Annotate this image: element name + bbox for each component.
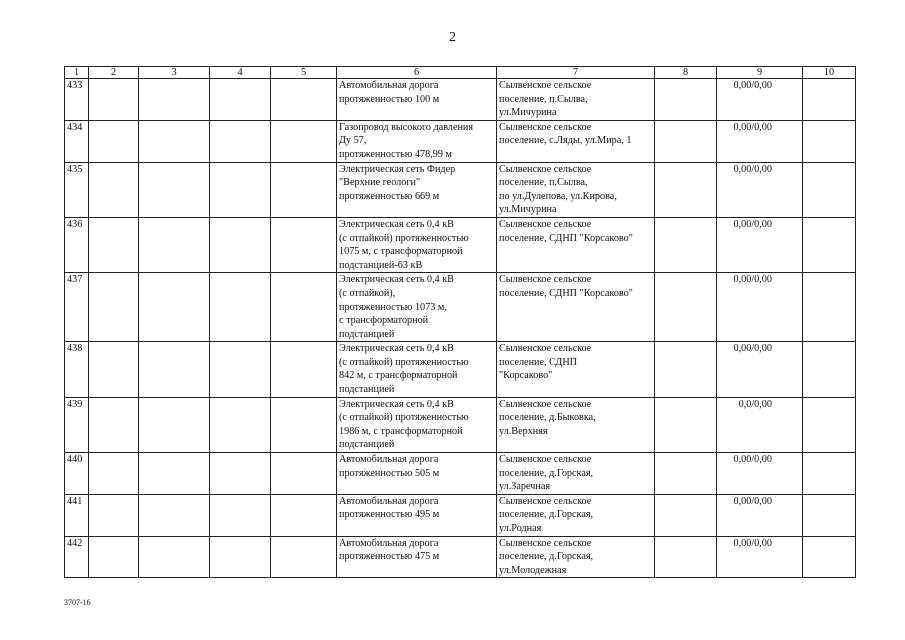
- value-cell: 0,00/0,00: [717, 120, 803, 162]
- column-10-cell: [803, 217, 856, 272]
- column-10-cell: [803, 494, 856, 536]
- column-2-cell: [89, 536, 139, 578]
- table-body: [65, 79, 856, 578]
- column-10-cell: [803, 273, 856, 342]
- column-8-cell: [655, 453, 717, 495]
- column-8-cell: [655, 120, 717, 162]
- object-address-cell: Сылвенское сельское поселение, СДНП "Корсаково": [497, 273, 655, 342]
- table-row: [65, 273, 856, 342]
- row-number-cell: 441: [65, 494, 89, 536]
- column-5-cell: [271, 453, 337, 495]
- column-2-cell: [89, 397, 139, 452]
- column-header-9: 9: [717, 67, 803, 79]
- object-description-cell: Автомобильная дорога протяженностью 505 м: [337, 453, 497, 495]
- column-8-cell: [655, 217, 717, 272]
- column-3-cell: [139, 120, 210, 162]
- column-3-cell: [139, 536, 210, 578]
- object-address-cell: Сылвенское сельское поселение, с.Ляды, ул.Мира, 1: [497, 120, 655, 162]
- row-number-cell: 442: [65, 536, 89, 578]
- column-5-cell: [271, 397, 337, 452]
- row-number-cell: 434: [65, 120, 89, 162]
- row-number-cell: 439: [65, 397, 89, 452]
- column-3-cell: [139, 342, 210, 397]
- value-cell: 0,00/0,00: [717, 494, 803, 536]
- table-row: [65, 162, 856, 217]
- column-5-cell: [271, 273, 337, 342]
- column-2-cell: [89, 342, 139, 397]
- column-4-cell: [210, 217, 271, 272]
- column-4-cell: [210, 536, 271, 578]
- column-header-7: 7: [497, 67, 655, 79]
- column-header-6: 6: [337, 67, 497, 79]
- column-3-cell: [139, 162, 210, 217]
- column-8-cell: [655, 494, 717, 536]
- column-header-10: 10: [803, 67, 856, 79]
- column-2-cell: [89, 120, 139, 162]
- object-description-cell: Электрическая сеть 0,4 кВ (с отпайкой) протяженностью 1986 м, с трансформаторной подстанцией: [337, 397, 497, 452]
- column-5-cell: [271, 494, 337, 536]
- property-table: [64, 66, 856, 578]
- column-header-5: 5: [271, 67, 337, 79]
- column-8-cell: [655, 273, 717, 342]
- object-address-cell: Сылвенское сельское поселение, СДНП "Корсаково": [497, 342, 655, 397]
- column-8-cell: [655, 79, 717, 121]
- column-header-8: 8: [655, 67, 717, 79]
- object-description-cell: Электрическая сеть 0,4 кВ (с отпайкой), протяженностью 1073 м, с трансформаторной подстанцией: [337, 273, 497, 342]
- object-address-cell: Сылвенское сельское поселение, д.Горская, ул.Родная: [497, 494, 655, 536]
- column-10-cell: [803, 120, 856, 162]
- column-header-2: 2: [89, 67, 139, 79]
- column-4-cell: [210, 120, 271, 162]
- row-number-cell: 433: [65, 79, 89, 121]
- column-header-3: 3: [139, 67, 210, 79]
- table-row: [65, 79, 856, 121]
- column-2-cell: [89, 453, 139, 495]
- table-row: [65, 397, 856, 452]
- column-2-cell: [89, 273, 139, 342]
- page-number: 2: [449, 30, 456, 45]
- column-5-cell: [271, 79, 337, 121]
- value-cell: 0,0/0,00: [717, 397, 803, 452]
- column-3-cell: [139, 273, 210, 342]
- value-cell: 0,00/0,00: [717, 79, 803, 121]
- column-5-cell: [271, 120, 337, 162]
- object-address-cell: Сылвенское сельское поселение, п.Сылва, по ул.Дулепова, ул.Кирова, ул.Мичурина: [497, 162, 655, 217]
- object-address-cell: Сылвенское сельское поселение, д.Быковка, ул.Верхняя: [497, 397, 655, 452]
- column-10-cell: [803, 536, 856, 578]
- header-row: [65, 67, 856, 79]
- table-row: [65, 342, 856, 397]
- object-description-cell: Газопровод высокого давления Ду 57, протяженностью 478,99 м: [337, 120, 497, 162]
- value-cell: 0,00/0,00: [717, 162, 803, 217]
- column-10-cell: [803, 397, 856, 452]
- object-description-cell: Электрическая сеть 0,4 кВ (с отпайкой) протяженностью 842 м, с трансформаторной подстанцией: [337, 342, 497, 397]
- column-4-cell: [210, 79, 271, 121]
- value-cell: 0,00/0,00: [717, 536, 803, 578]
- column-4-cell: [210, 453, 271, 495]
- column-2-cell: [89, 79, 139, 121]
- object-address-cell: Сылвенское сельское поселение, д.Горская, ул.Молодежная: [497, 536, 655, 578]
- column-2-cell: [89, 217, 139, 272]
- column-10-cell: [803, 453, 856, 495]
- column-4-cell: [210, 342, 271, 397]
- value-cell: 0,00/0,00: [717, 217, 803, 272]
- table-row: [65, 494, 856, 536]
- column-4-cell: [210, 397, 271, 452]
- column-3-cell: [139, 494, 210, 536]
- column-4-cell: [210, 494, 271, 536]
- table-row: [65, 453, 856, 495]
- column-2-cell: [89, 494, 139, 536]
- row-number-cell: 436: [65, 217, 89, 272]
- object-address-cell: Сылвенское сельское поселение, п.Сылва, ул.Мичурина: [497, 79, 655, 121]
- column-3-cell: [139, 79, 210, 121]
- object-description-cell: Автомобильная дорога протяженностью 475 м: [337, 536, 497, 578]
- row-number-cell: 438: [65, 342, 89, 397]
- column-5-cell: [271, 217, 337, 272]
- column-5-cell: [271, 536, 337, 578]
- column-3-cell: [139, 397, 210, 452]
- column-10-cell: [803, 162, 856, 217]
- object-description-cell: Автомобильная дорога протяженностью 100 м: [337, 79, 497, 121]
- document-code: 3707-16: [64, 598, 91, 607]
- value-cell: 0,00/0,00: [717, 453, 803, 495]
- column-4-cell: [210, 162, 271, 217]
- object-address-cell: Сылвенское сельское поселение, д.Горская, ул.Заречная: [497, 453, 655, 495]
- column-8-cell: [655, 536, 717, 578]
- column-10-cell: [803, 79, 856, 121]
- object-description-cell: Электрическая сеть 0,4 кВ (с отпайкой) протяженностью 1075 м, с трансформаторной подстанцией-63 кВ: [337, 217, 497, 272]
- row-number-cell: 437: [65, 273, 89, 342]
- column-header-4: 4: [210, 67, 271, 79]
- column-2-cell: [89, 162, 139, 217]
- column-3-cell: [139, 453, 210, 495]
- value-cell: 0,00/0,00: [717, 273, 803, 342]
- table-row: [65, 120, 856, 162]
- column-3-cell: [139, 217, 210, 272]
- value-cell: 0,00/0,00: [717, 342, 803, 397]
- column-8-cell: [655, 397, 717, 452]
- table-row: [65, 536, 856, 578]
- row-number-cell: 435: [65, 162, 89, 217]
- column-10-cell: [803, 342, 856, 397]
- column-header-1: 1: [65, 67, 89, 79]
- column-5-cell: [271, 162, 337, 217]
- column-4-cell: [210, 273, 271, 342]
- column-8-cell: [655, 162, 717, 217]
- row-number-cell: 440: [65, 453, 89, 495]
- object-description-cell: Автомобильная дорога протяженностью 495 м: [337, 494, 497, 536]
- object-description-cell: Электрическая сеть Фидер "Верхние геологи" протяженностью 669 м: [337, 162, 497, 217]
- column-5-cell: [271, 342, 337, 397]
- table-row: [65, 217, 856, 272]
- object-address-cell: Сылвенское сельское поселение, СДНП "Корсаково": [497, 217, 655, 272]
- column-8-cell: [655, 342, 717, 397]
